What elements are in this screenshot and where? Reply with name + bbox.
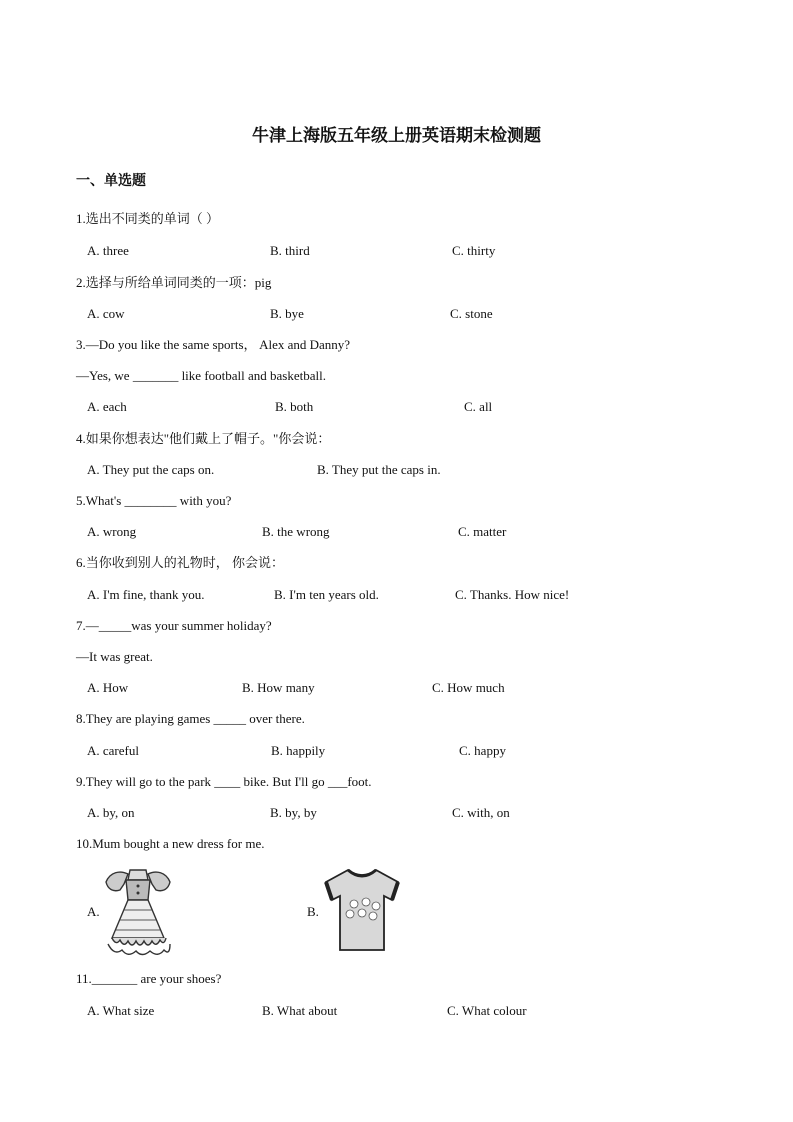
option-a[interactable]: A. three: [87, 243, 129, 258]
option-b[interactable]: B. by, by: [270, 805, 317, 820]
question-stem-line2: —It was great.: [76, 649, 153, 664]
option-a[interactable]: A. I'm fine, thank you.: [87, 587, 205, 602]
option-a[interactable]: A. What size: [87, 1003, 155, 1018]
option-c[interactable]: C. all: [464, 399, 493, 414]
option-b[interactable]: B. bye: [270, 306, 304, 321]
dress-icon[interactable]: [102, 866, 174, 960]
question-stem: 4.如果你想表达"他们戴上了帽子。"你会说：: [76, 431, 331, 446]
option-a[interactable]: A. How: [87, 680, 129, 695]
option-c[interactable]: C. matter: [458, 524, 507, 539]
option-b[interactable]: B. the wrong: [262, 524, 330, 539]
option-a[interactable]: A. They put the caps on.: [87, 462, 215, 477]
option-a[interactable]: A.: [87, 904, 100, 919]
question-stem: 5.What's ________ with you?: [76, 493, 232, 508]
option-c[interactable]: C. Thanks. How nice!: [455, 587, 570, 602]
option-c[interactable]: C. What colour: [447, 1003, 527, 1018]
question-stem: 10.Mum bought a new dress for me.: [76, 836, 265, 851]
option-a[interactable]: A. each: [87, 399, 127, 414]
section-heading: 一、单选题: [76, 173, 146, 189]
option-b[interactable]: B. both: [275, 399, 314, 414]
option-c[interactable]: C. happy: [459, 743, 506, 758]
question-stem: 9.They will go to the park ____ bike. But I'll go ___foot.: [76, 774, 372, 789]
option-b[interactable]: B. How many: [242, 680, 315, 695]
question-stem: 8.They are playing games _____ over there.: [76, 711, 305, 726]
option-c[interactable]: C. with, on: [452, 805, 510, 820]
question-stem-line2: —Yes, we _______ like football and basketball.: [76, 368, 326, 383]
option-a[interactable]: A. cow: [87, 306, 125, 321]
tshirt-icon[interactable]: [320, 866, 404, 954]
option-a[interactable]: A. careful: [87, 743, 139, 758]
option-b[interactable]: B. What about: [262, 1003, 338, 1018]
option-b[interactable]: B. happily: [271, 743, 326, 758]
question-stem: 11._______ are your shoes?: [76, 971, 222, 986]
option-b[interactable]: B. third: [270, 243, 310, 258]
page-title: 牛津上海版五年级上册英语期末检测题: [252, 126, 541, 146]
question-stem: 3.—Do you like the same sports， Alex and Danny?: [76, 337, 351, 352]
question-stem: 2.选择与所给单词同类的一项：pig: [76, 275, 272, 290]
option-c[interactable]: C. stone: [450, 306, 493, 321]
option-c[interactable]: C. thirty: [452, 243, 496, 258]
option-a[interactable]: A. wrong: [87, 524, 137, 539]
option-b[interactable]: B. I'm ten years old.: [274, 587, 379, 602]
option-c[interactable]: C. How much: [432, 680, 505, 695]
option-b[interactable]: B.: [307, 904, 319, 919]
option-b[interactable]: B. They put the caps in.: [317, 462, 441, 477]
question-stem: 7.—_____was your summer holiday?: [76, 618, 272, 633]
question-stem: 6.当你收到别人的礼物时， 你会说：: [76, 555, 285, 570]
option-a[interactable]: A. by, on: [87, 805, 135, 820]
question-stem: 1.选出不同类的单词（ ）: [76, 211, 220, 226]
